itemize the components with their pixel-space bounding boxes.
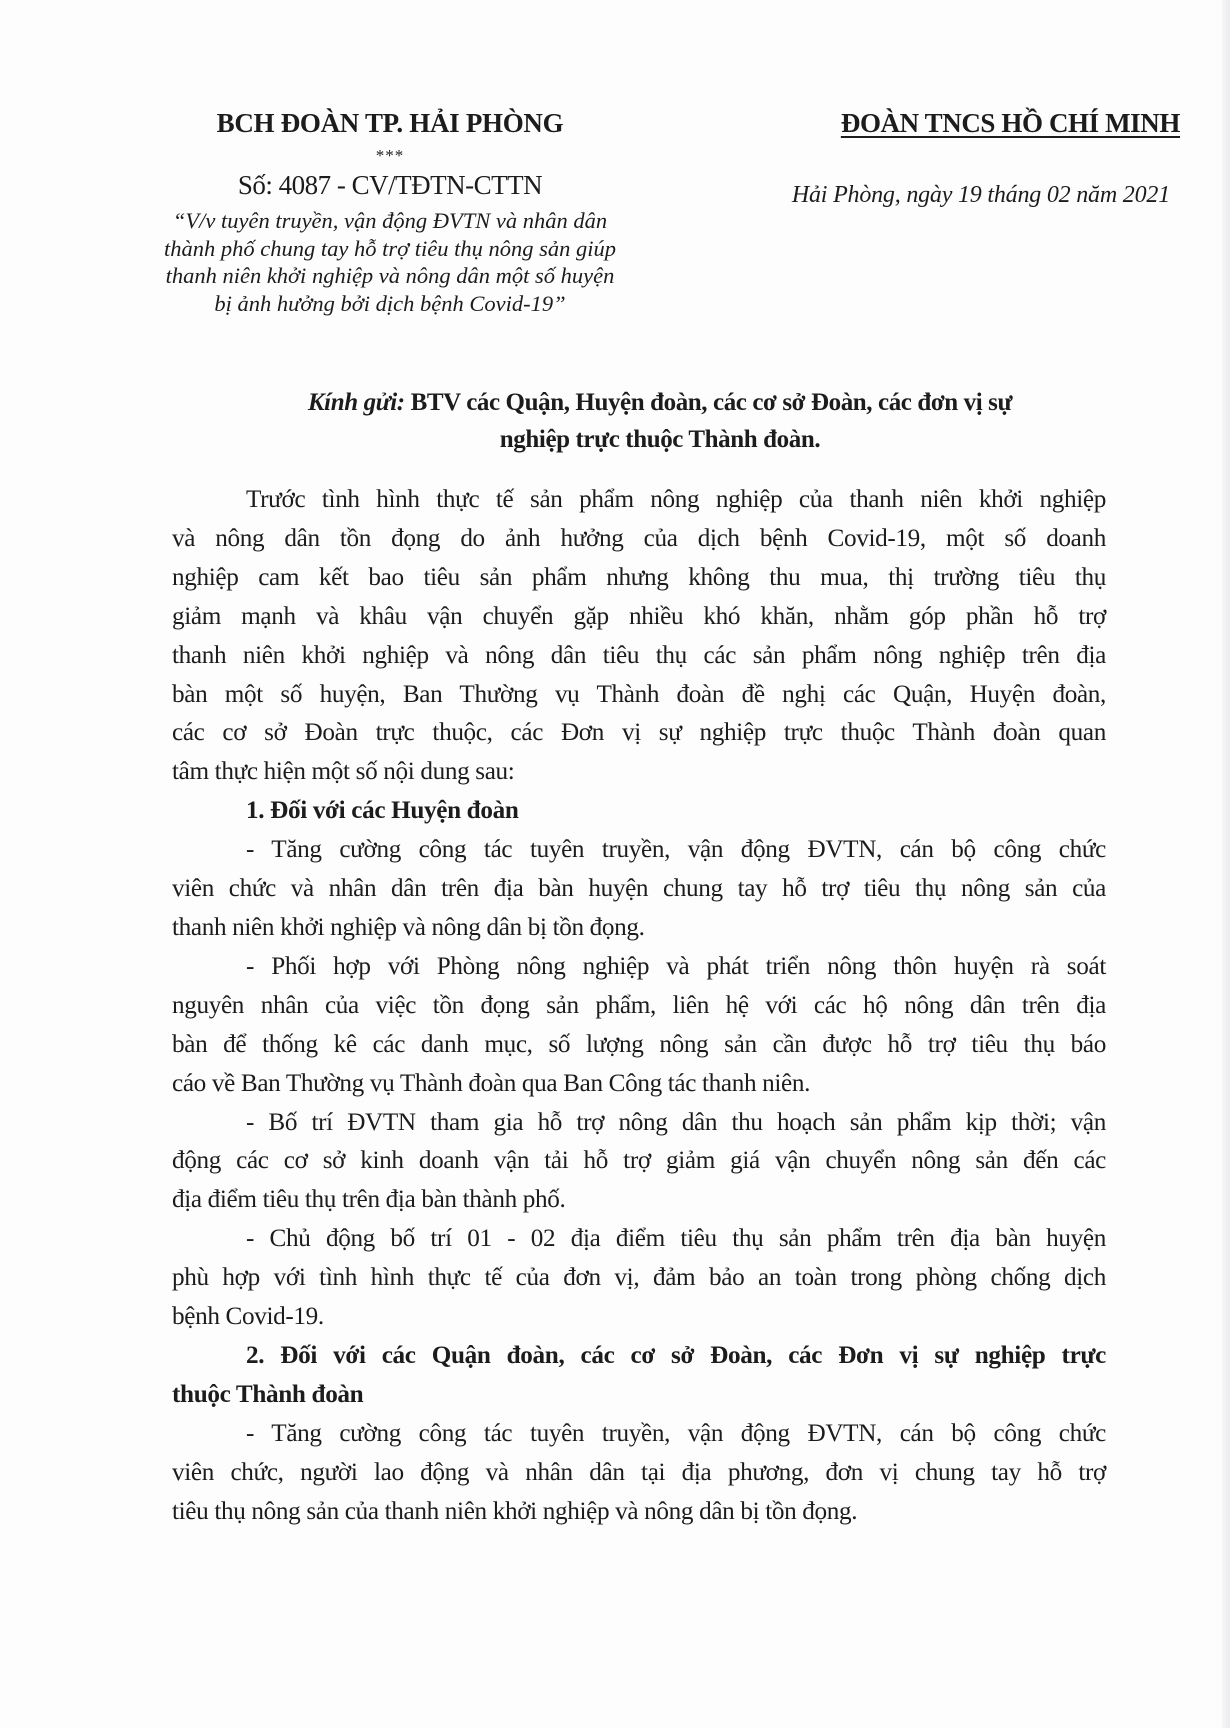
- body-line: nghiệp cam kết bao tiêu sản phẩm nhưng không thu mua, thị trường tiêu thụ: [172, 563, 1106, 591]
- recipient-line-2: nghiệp trực thuộc Thành đoàn.: [499, 426, 821, 453]
- section-1-heading: 1. Đối với các Huyện đoàn: [246, 797, 519, 825]
- section-2-heading: 2. Đối với các Quận đoàn, các cơ sở Đoàn, các Đơn vị sự nghiệp trực: [246, 1341, 1106, 1369]
- subject-line: “V/v tuyên truyền, vận động ĐVTN và nhân dân: [172, 208, 608, 233]
- recipient-line-1: [220, 384, 1100, 421]
- body-line: bệnh Covid-19.: [172, 1303, 324, 1331]
- document-body: [172, 481, 1106, 1531]
- body-line: thanh niên khởi nghiệp và nông dân tiêu thụ các sản phẩm nông nghiệp trên địa: [172, 641, 1106, 669]
- body-line: tiêu thụ nông sản của thanh niên khởi nghiệp và nông dân bị tồn đọng.: [172, 1497, 858, 1525]
- body-line: giảm mạnh và khâu vận chuyển gặp nhiều khó khăn, nhằm góp phần hỗ trợ: [172, 602, 1106, 630]
- document-number: Số: 4087 - CV/TĐTN-CTTN: [237, 170, 543, 200]
- body-line: tâm thực hiện một số nội dung sau:: [172, 758, 515, 786]
- recipient-text-1: BTV các Quận, Huyện đoàn, các cơ sở Đoàn, các đơn vị sự: [410, 389, 1013, 416]
- body-line: thanh niên khởi nghiệp và nông dân bị tồn đọng.: [172, 913, 645, 941]
- issuing-organization: BCH ĐOÀN TP. HẢI PHÒNG: [216, 108, 564, 138]
- subject-line: bị ảnh hưởng bởi dịch bệnh Covid-19”: [214, 290, 566, 316]
- body-line: - Tăng cường công tác tuyên truyền, vận động ĐVTN, cán bộ công chức: [246, 836, 1106, 864]
- body-line: - Chủ động bố trí 01 - 02 địa điểm tiêu thụ sản phẩm trên địa bàn huyện: [246, 1225, 1106, 1253]
- body-line: phù hợp với tình hình thực tế của đơn vị, đảm bảo an toàn trong phòng chống dịch: [172, 1264, 1106, 1292]
- body-line: và nông dân tồn đọng do ảnh hưởng của dịch bệnh Covid-19, một số doanh: [172, 524, 1106, 552]
- body-line: các cơ sở Đoàn trực thuộc, các Đơn vị sự nghiệp trực thuộc Thành đoàn quan: [172, 719, 1106, 747]
- body-line: viên chức, người lao động và nhân dân tại địa phương, đơn vị chung tay hỗ trợ: [172, 1458, 1106, 1486]
- subject-line: thanh niên khởi nghiệp và nông dân một số huyện: [165, 263, 615, 289]
- body-line: bàn để thống kê các danh mục, số lượng nông sản cần được hỗ trợ tiêu thụ báo: [172, 1030, 1106, 1058]
- body-line: nguyên nhân của việc tồn đọng sản phẩm, liên hệ với các hộ nông dân trên địa: [172, 991, 1106, 1019]
- subject-line: thành phố chung tay hỗ trợ tiêu thụ nông sản giúp: [164, 235, 616, 261]
- body-line: Trước tình hình thực tế sản phẩm nông nghiệp của thanh niên khởi nghiệp: [246, 486, 1106, 513]
- recipient-label: Kính gửi:: [307, 389, 405, 416]
- body-line: cáo về Ban Thường vụ Thành đoàn qua Ban Công tác thanh niên.: [172, 1069, 811, 1097]
- body-line: động các cơ sở kinh doanh vận tải hỗ trợ giảm giá vận chuyển nông sản đến các: [172, 1147, 1106, 1175]
- page-edge: [1222, 0, 1230, 1728]
- section-2-heading-cont: thuộc Thành đoàn: [172, 1380, 364, 1408]
- body-line: viên chức và nhân dân trên địa bàn huyện chung tay hỗ trợ tiêu thụ nông sản của: [172, 875, 1106, 903]
- party-organization-text: ĐOÀN TNCS HỒ CHÍ MINH: [840, 108, 1180, 138]
- separator-stars: ***: [375, 146, 405, 165]
- body-line: - Tăng cường công tác tuyên truyền, vận động ĐVTN, cán bộ công chức: [246, 1419, 1106, 1447]
- body-line: - Phối hợp với Phòng nông nghiệp và phát triển nông thôn huyện rà soát: [246, 952, 1106, 980]
- document-subject: [110, 207, 670, 317]
- place-and-date: Hải Phòng, ngày 19 tháng 02 năm 2021: [791, 182, 1170, 208]
- body-line: bàn một số huyện, Ban Thường vụ Thành đoàn đề nghị các Quận, Huyện đoàn,: [172, 680, 1106, 708]
- party-organization: [780, 108, 1180, 139]
- recipient-block: [220, 384, 1100, 458]
- body-line: - Bố trí ĐVTN tham gia hỗ trợ nông dân thu hoạch sản phẩm kịp thời; vận: [246, 1108, 1106, 1136]
- body-line: địa điểm tiêu thụ trên địa bàn thành phố.: [172, 1186, 566, 1214]
